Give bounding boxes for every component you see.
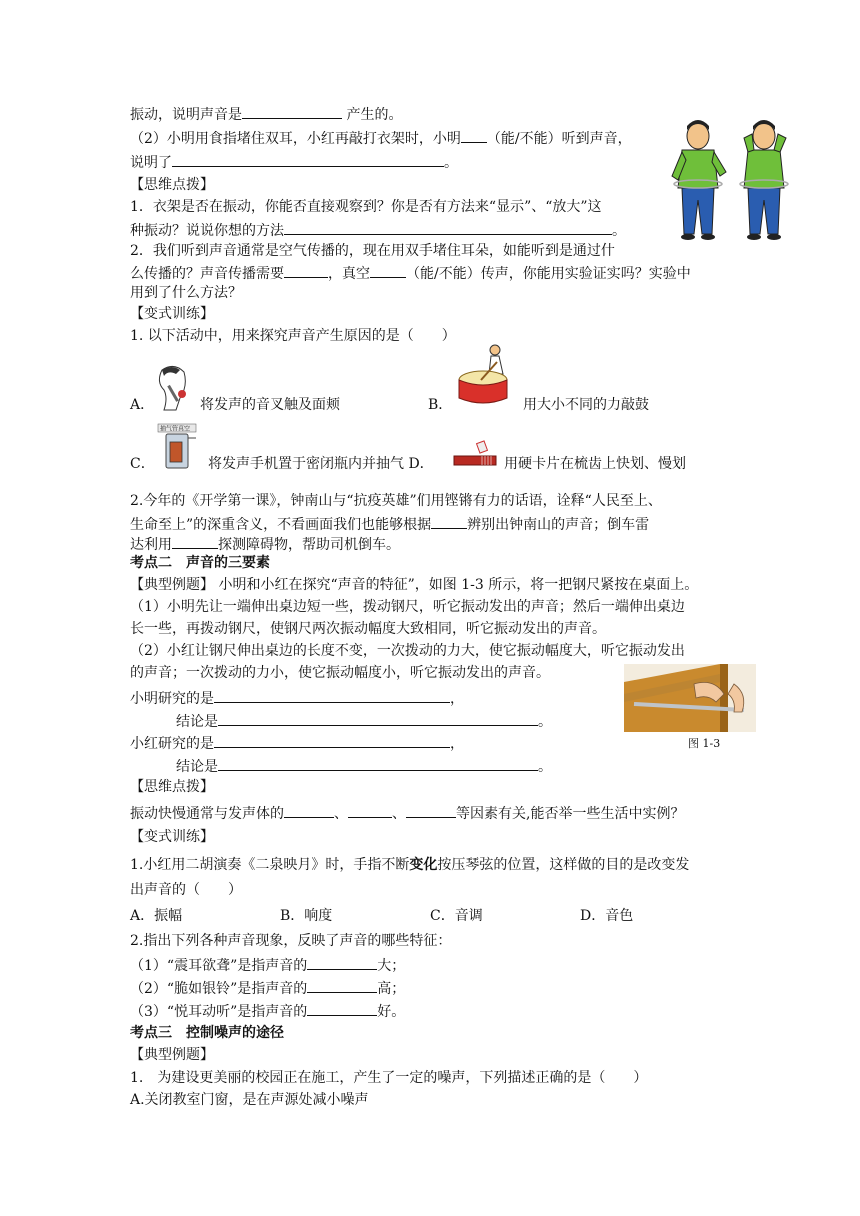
option-c-text: 将发声手机置于密闭瓶内并抽气 D． xyxy=(208,456,434,472)
variant-heading: 【变式训练】 xyxy=(130,829,214,845)
text: （能/不能）传声，你能用实验证实吗？实验中 xyxy=(406,266,691,282)
think-heading: 【思维点拨】 xyxy=(130,779,214,795)
option-b-letter: B． xyxy=(428,397,453,413)
jar-label: 抽气管真空 xyxy=(160,425,191,433)
text: 按压琴弦的位置，这样做的目的是改变发 xyxy=(437,857,690,873)
answer-blank[interactable] xyxy=(242,104,342,119)
text: 、 xyxy=(392,806,406,822)
answer-blank[interactable] xyxy=(214,733,450,748)
option-a: A．振幅 xyxy=(130,908,183,924)
text: 大； xyxy=(377,958,406,974)
answer-blank[interactable] xyxy=(370,263,406,278)
comb-card-image xyxy=(452,440,498,470)
text-line: （1）小明先让一端伸出桌边短一些，拨动钢尺，听它振动发出的声音；然后一端伸出桌边 xyxy=(130,599,685,615)
text: 、 xyxy=(334,806,348,822)
option-a-letter: A． xyxy=(130,397,155,413)
section-heading: 考点三 控制噪声的途径 xyxy=(130,1025,284,1041)
ruler-on-table-figure xyxy=(624,664,756,732)
text: ， xyxy=(450,691,464,707)
text: （能/不能）听到声音， xyxy=(486,131,632,147)
boys-covering-ears-illustration xyxy=(668,118,800,242)
text: 么传播的？声音传播需要 xyxy=(130,266,284,282)
text-line xyxy=(130,856,689,874)
option-a-text: 将发声的音叉触及面颊 xyxy=(200,397,340,413)
text-line: 用到了什么方法？ xyxy=(130,285,242,301)
text-line xyxy=(130,955,405,975)
text: 1.小红用二胡演奏《二泉映月》时，手指不断 xyxy=(130,857,410,873)
text: 产生的。 xyxy=(346,107,403,123)
text-line xyxy=(130,803,684,823)
text-line: （2）小红让钢尺伸出桌边的长度不变，一次拨动的力大，使它振动幅度大，听它振动发出 xyxy=(130,643,685,659)
text: 好。 xyxy=(377,1004,406,1020)
text-line xyxy=(130,104,402,124)
text: 等因素有关,能否举一些生活中实例？ xyxy=(456,806,685,822)
option-c-letter: C． xyxy=(130,456,155,472)
text: （2）“脆如银铃”是指声音的 xyxy=(130,981,308,997)
answer-blank[interactable] xyxy=(406,803,456,818)
answer-blank[interactable] xyxy=(284,220,612,235)
text-line xyxy=(130,263,691,283)
text-line: 2.指出下列各种声音现象，反映了声音的哪些特征： xyxy=(130,933,452,949)
answer-blank[interactable] xyxy=(172,534,218,549)
text-line xyxy=(130,514,649,534)
answer-blank[interactable] xyxy=(431,514,467,529)
question-1: 1. 以下活动中，用来探究声音产生原因的是（ ） xyxy=(130,328,456,344)
answer-blank[interactable] xyxy=(284,803,334,818)
text: 。 xyxy=(444,155,458,171)
answer-blank[interactable] xyxy=(284,263,328,278)
text-line: 【典型例题】 小明和小红在探究“声音的特征”，如图 1-3 所示，将一把钢尺紧按在桌面上。 xyxy=(130,577,699,593)
text: 小明研究的是 xyxy=(130,691,214,707)
text: ，真空 xyxy=(328,266,370,282)
text: 辨别出钟南山的声音；倒车雷 xyxy=(467,517,650,533)
vacuum-jar-image xyxy=(156,420,198,470)
text-line xyxy=(130,152,458,172)
text: 小红研究的是 xyxy=(130,736,214,752)
option-d: D．音色 xyxy=(580,908,634,924)
option-d-text: 用硬卡片在梳齿上快划、慢划 xyxy=(504,456,686,472)
text-line: 长一些，再拨动钢尺，使钢尺两次振动幅度大致相同，听它振动发出的声音。 xyxy=(130,621,606,637)
text: 。 xyxy=(612,223,626,239)
text: （2）小明用食指堵住双耳，小红再敲打衣架时，小明 xyxy=(130,131,461,147)
answer-blank[interactable] xyxy=(218,711,538,726)
text-line: A.关闭教室门窗，是在声源处减小噪声 xyxy=(130,1092,369,1108)
section-heading: 考点二 声音的三要素 xyxy=(130,555,270,571)
option-b-text: 用大小不同的力敲鼓 xyxy=(523,397,649,413)
text-line: 出声音的（ ） xyxy=(130,882,242,898)
text-line xyxy=(130,733,464,753)
text: 振动，说明声音是 xyxy=(130,107,242,123)
text: （1）“震耳欲聋”是指声音的 xyxy=(130,958,308,974)
text: 说明了 xyxy=(130,155,172,171)
text-line xyxy=(130,978,405,998)
text-line xyxy=(130,128,632,148)
text-line: 1. 为建设更美丽的校园正在施工，产生了一定的噪声，下列描述正确的是（ ） xyxy=(130,1070,648,1086)
text-line: 2.今年的《开学第一课》，钟南山与“抗疫英雄”们用铿锵有力的话语，诠释“人民至上、 xyxy=(130,493,662,509)
text: 。 xyxy=(538,759,552,775)
text: （3）“悦耳动听”是指声音的 xyxy=(130,1004,308,1020)
text: 达利用 xyxy=(130,537,172,553)
text-line xyxy=(130,1001,405,1021)
text: 高； xyxy=(377,981,406,997)
text: ， xyxy=(450,736,464,752)
text: 种振动？说说你想的方法 xyxy=(130,223,284,239)
tuning-fork-cheek-image xyxy=(154,364,194,414)
option-b: B．响度 xyxy=(280,908,333,924)
text: 生命至上”的深重含义，不看画面我们也能够根据 xyxy=(130,517,432,533)
text: 探测障碍物，帮助司机倒车。 xyxy=(218,537,400,553)
answer-blank[interactable] xyxy=(172,152,444,167)
text-line xyxy=(130,688,464,708)
text-line xyxy=(130,534,400,554)
answer-blank[interactable] xyxy=(307,978,377,993)
text-line: 的声音；一次拨动的力小，使它振动幅度小，听它振动发出的声音。 xyxy=(130,665,550,681)
text-line: 2．我们听到声音通常是空气传播的，现在用双手堵住耳朵，如能听到是通过什 xyxy=(130,243,615,259)
text: 振动快慢通常与发声体的 xyxy=(130,806,284,822)
bold-text: 变化 xyxy=(409,857,438,873)
answer-blank[interactable] xyxy=(348,803,392,818)
text: 。 xyxy=(538,714,552,730)
answer-blank[interactable] xyxy=(307,1001,377,1016)
variant-heading: 【变式训练】 xyxy=(130,306,214,322)
think-heading: 【思维点拨】 xyxy=(130,177,214,193)
text-line xyxy=(176,756,552,776)
text-line: 1．衣架是否在振动，你能否直接观察到？你是否有方法来“显示”、“放大”这 xyxy=(130,199,602,215)
answer-blank[interactable] xyxy=(461,128,487,143)
drum-image xyxy=(455,344,517,406)
answer-blank[interactable] xyxy=(218,756,538,771)
figure-caption: 图 1-3 xyxy=(688,737,721,750)
text-line: 【典型例题】 xyxy=(130,1047,214,1063)
text: 结论是 xyxy=(176,714,218,730)
text: 结论是 xyxy=(176,759,218,775)
text-line xyxy=(130,220,626,240)
text-line xyxy=(176,711,552,731)
option-c: C．音调 xyxy=(430,908,483,924)
answer-blank[interactable] xyxy=(307,955,377,970)
answer-blank[interactable] xyxy=(214,688,450,703)
